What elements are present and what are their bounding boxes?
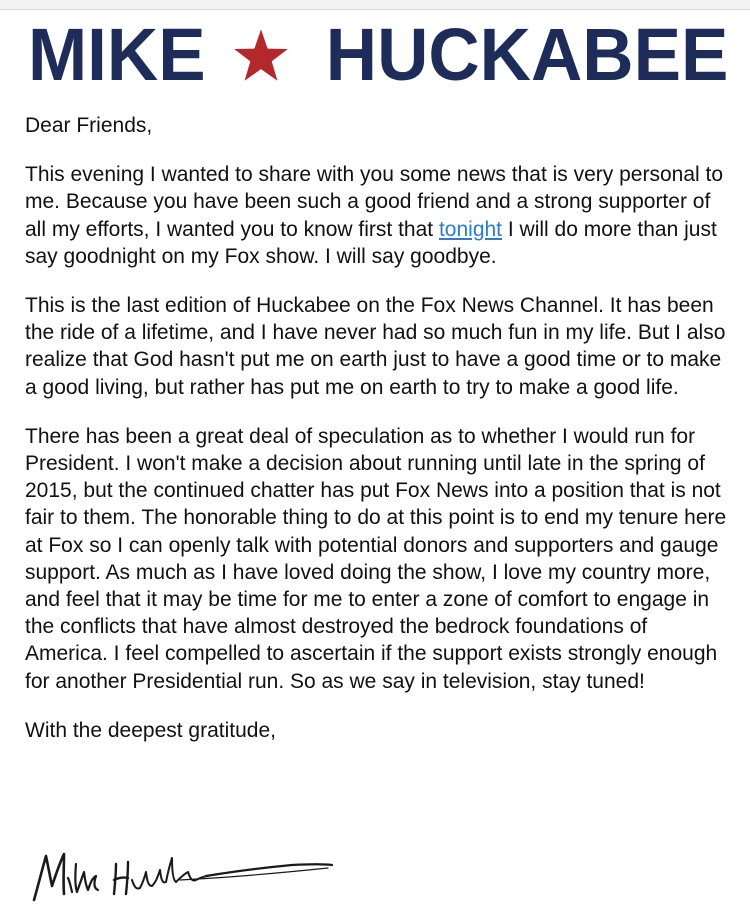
paragraph-3: There has been a great deal of speculation as to whether I would run for President. I won't make a decision about running until late in the spring of 2015, but the continued chatter has put Fox News into a position that is not fair to them. The honorable thing to do at this point is to end my tenure here at Fox so I can openly talk with potential donors and supporters and gauge support. As much as I have loved doing the show, I love my country more, and feel that it may be time for me to enter a zone of comfort to engage in the conflicts that have almost destroyed the bedrock foundations of America. I feel compelled to ascertain if the support exists strongly enough for another Presidential run. So as we say in television, stay tuned! bbox=[25, 424, 727, 693]
paragraph-1-text-b: I will do more than just say goodnight on my Fox show. I will say goodbye. bbox=[25, 217, 717, 268]
handwritten-signature bbox=[30, 842, 340, 908]
logo-first-name: MIKE bbox=[28, 13, 206, 96]
logo-last-name: HUCKABEE bbox=[325, 13, 728, 96]
paragraph-1-text-a: This evening I wanted to share with you some news that is very personal to me. Because you have been such a good friend and a strong supporter of all my efforts, I wanted you to know first that bbox=[25, 163, 724, 241]
top-divider bbox=[0, 0, 750, 10]
closing-line: With the deepest gratitude, bbox=[25, 718, 276, 742]
paragraph-1 bbox=[25, 161, 730, 270]
star-icon bbox=[233, 28, 289, 82]
campaign-logo-header bbox=[28, 13, 728, 96]
tonight-link[interactable]: tonight bbox=[438, 217, 503, 241]
letter-body bbox=[25, 112, 730, 766]
paragraph-2: This is the last edition of Huckabee on the Fox News Channel. It has been the ride of a lifetime, and I have never had so much fun in my life. But I also realize that God hasn't put me on earth just to have a good time or to make a good living, but rather has put me on earth to try to make a good life. bbox=[25, 294, 726, 399]
salutation: Dear Friends, bbox=[25, 114, 153, 137]
